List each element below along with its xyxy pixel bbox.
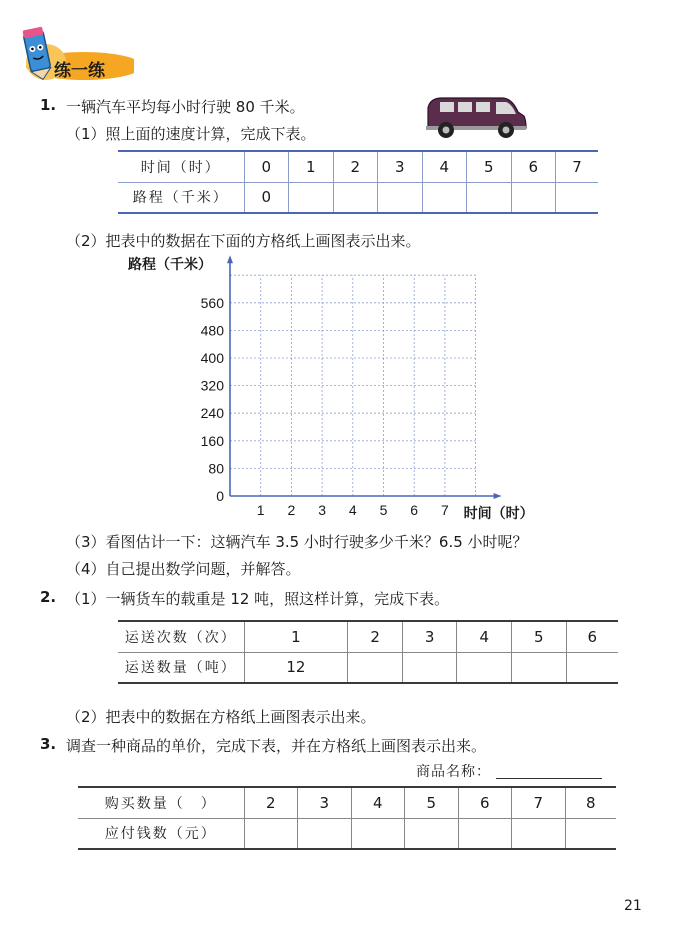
y-tick-label: 480 bbox=[200, 322, 224, 339]
q3-number: 3. bbox=[40, 735, 57, 753]
product-name-field[interactable] bbox=[496, 764, 602, 779]
y-tick-label: 0 bbox=[216, 488, 224, 504]
answer-cell[interactable] bbox=[405, 818, 459, 849]
table-row bbox=[118, 151, 598, 182]
x-tick-label: 5 bbox=[379, 502, 388, 518]
van-icon bbox=[422, 92, 528, 142]
x-tick-label: 4 bbox=[348, 502, 357, 518]
answer-cell[interactable] bbox=[298, 818, 352, 849]
answer-cell[interactable] bbox=[556, 182, 599, 213]
table-cell: 4 bbox=[422, 151, 467, 182]
answer-cell[interactable] bbox=[467, 182, 512, 213]
table-cell: 6 bbox=[511, 151, 556, 182]
table-row bbox=[118, 182, 598, 213]
x-tick-label: 3 bbox=[318, 502, 326, 518]
q2-part2: （2）把表中的数据在方格纸上画图表示出来。 bbox=[66, 708, 376, 726]
row-label: 应付钱数（元） bbox=[78, 818, 244, 849]
q3-prompt: 调查一种商品的单价，完成下表，并在方格纸上画图表示出来。 bbox=[66, 737, 487, 755]
answer-cell[interactable] bbox=[457, 652, 512, 683]
q1-prompt: 一辆汽车平均每小时行驶 80 千米。 bbox=[66, 98, 305, 116]
q1-part3: （3）看图估计一下：这辆汽车 3.5 小时行驶多少千米？6.5 小时呢？ bbox=[66, 533, 528, 551]
table-row bbox=[78, 818, 616, 849]
y-tick-label: 400 bbox=[200, 350, 224, 366]
answer-cell[interactable] bbox=[348, 652, 403, 683]
answer-cell[interactable] bbox=[378, 182, 423, 213]
table-cell: 0 bbox=[244, 151, 289, 182]
y-tick-label: 240 bbox=[200, 405, 224, 422]
row-label: 购买数量（ ） bbox=[78, 787, 244, 818]
product-name-label: 商品名称： bbox=[416, 764, 491, 780]
table-cell: 3 bbox=[402, 621, 457, 652]
q3-table bbox=[78, 786, 616, 850]
grid-chart bbox=[100, 250, 560, 525]
section-badge bbox=[14, 26, 134, 82]
row-label: 时间（时） bbox=[118, 151, 244, 182]
y-tick-label: 160 bbox=[200, 432, 224, 449]
q1-part1: （1）照上面的速度计算，完成下表。 bbox=[66, 125, 316, 143]
answer-cell[interactable] bbox=[289, 182, 334, 213]
table-cell: 12 bbox=[244, 652, 348, 683]
table-cell: 7 bbox=[556, 151, 599, 182]
x-tick-label: 6 bbox=[410, 502, 419, 518]
table-cell: 5 bbox=[511, 621, 566, 652]
y-tick-label: 80 bbox=[208, 460, 224, 477]
answer-cell[interactable] bbox=[351, 818, 405, 849]
x-axis-label: 时间（时） bbox=[463, 506, 534, 522]
q2-part1: （1）一辆货车的载重是 12 吨，照这样计算，完成下表。 bbox=[66, 590, 450, 608]
x-tick-label: 2 bbox=[287, 502, 296, 518]
table-cell: 6 bbox=[458, 787, 512, 818]
y-axis-label: 路程（千米） bbox=[128, 257, 212, 274]
row-label: 路程（千米） bbox=[118, 182, 244, 213]
table-cell: 2 bbox=[333, 151, 378, 182]
q1-number: 1. bbox=[40, 96, 57, 114]
q1-part4: （4）自己提出数学问题，并解答。 bbox=[66, 560, 301, 578]
table-cell: 5 bbox=[405, 787, 459, 818]
section-title: 练一练 bbox=[54, 61, 105, 81]
answer-cell[interactable] bbox=[565, 818, 616, 849]
table-cell: 6 bbox=[566, 621, 618, 652]
table-cell: 1 bbox=[244, 621, 348, 652]
answer-cell[interactable] bbox=[333, 182, 378, 213]
y-axis-arrow-icon bbox=[227, 255, 233, 263]
table-row bbox=[118, 652, 618, 683]
row-label: 运送数量（吨） bbox=[118, 652, 244, 683]
x-tick-label: 7 bbox=[441, 502, 449, 518]
table-cell: 2 bbox=[348, 621, 403, 652]
answer-cell[interactable] bbox=[511, 182, 556, 213]
x-tick-label: 1 bbox=[256, 502, 265, 518]
answer-cell[interactable] bbox=[458, 818, 512, 849]
row-label: 运送次数（次） bbox=[118, 621, 244, 652]
x-axis-arrow-icon bbox=[494, 493, 502, 499]
answer-cell[interactable] bbox=[566, 652, 618, 683]
q2-number: 2. bbox=[40, 588, 57, 606]
table-row bbox=[78, 787, 616, 818]
answer-cell[interactable] bbox=[422, 182, 467, 213]
page-number: 21 bbox=[624, 898, 642, 914]
table-cell: 5 bbox=[467, 151, 512, 182]
table-cell: 3 bbox=[378, 151, 423, 182]
answer-cell[interactable] bbox=[402, 652, 457, 683]
q2-table bbox=[118, 620, 618, 684]
table-cell: 7 bbox=[512, 787, 566, 818]
table-cell: 0 bbox=[244, 182, 289, 213]
table-cell: 2 bbox=[244, 787, 298, 818]
answer-cell[interactable] bbox=[244, 818, 298, 849]
table-cell: 1 bbox=[289, 151, 334, 182]
y-tick-label: 320 bbox=[200, 377, 224, 394]
table-cell: 3 bbox=[298, 787, 352, 818]
table-cell: 8 bbox=[565, 787, 616, 818]
q1-table bbox=[118, 150, 598, 214]
y-tick-label: 560 bbox=[200, 294, 224, 311]
table-cell: 4 bbox=[457, 621, 512, 652]
answer-cell[interactable] bbox=[512, 818, 566, 849]
table-row bbox=[118, 621, 618, 652]
q1-part2: （2）把表中的数据在下面的方格纸上画图表示出来。 bbox=[66, 232, 421, 250]
table-cell: 4 bbox=[351, 787, 405, 818]
answer-cell[interactable] bbox=[511, 652, 566, 683]
